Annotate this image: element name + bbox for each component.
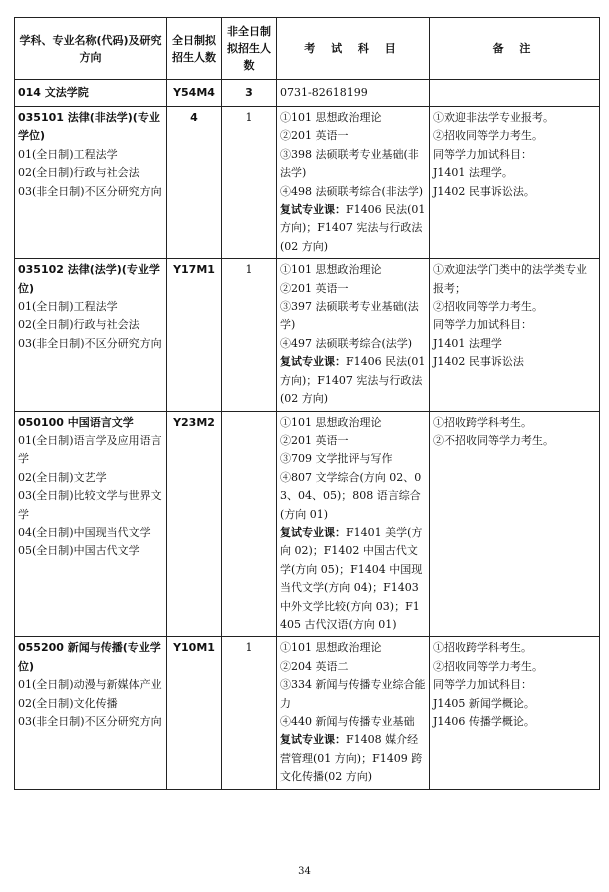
notes-cell [430, 411, 600, 637]
exam-item: ④440 新闻与传播专业基础 [280, 715, 415, 728]
school-parttime: 3 [222, 80, 277, 107]
notes-cell [430, 637, 600, 789]
admissions-table [14, 17, 600, 790]
program-title: 035101 法律(非法学)(专业学位) [18, 111, 160, 143]
school-name: 014 文法学院 [15, 80, 167, 107]
note-item: ②招收同等学力考生。 [433, 659, 543, 673]
header-parttime: 非全日制拟招生人数 [222, 18, 277, 80]
note-item: J1401 法理学。 [433, 166, 513, 180]
note-item: J1402 民事诉讼法。 [433, 184, 535, 198]
direction-item: 01(全日制)语言学及应用语言学 [18, 433, 162, 466]
program-row [15, 107, 600, 259]
school-code: Y54M4 [167, 80, 222, 107]
exam-item: ①101 思想政治理论 [280, 263, 382, 277]
school-phone: 0731-82618199 [277, 80, 430, 107]
note-item: J1401 法理学 [433, 336, 502, 350]
exam-cell [277, 259, 430, 411]
retest-text: F1408 媒介经营管理(01 方向)；F1409 跨文化传播(02 方向) [280, 733, 423, 784]
direction-item: 04(全日制)中国现当代文学 [18, 525, 151, 539]
exam-item: ①101 思想政治理论 [280, 415, 382, 429]
page-number: 34 [298, 866, 311, 877]
exam-cell [277, 637, 430, 789]
exam-item: ①101 思想政治理论 [280, 641, 382, 655]
note-item: ②招收同等学力考生。 [433, 300, 543, 314]
note-item: ②招收同等学力考生。 [433, 129, 543, 143]
notes-cell [430, 107, 600, 259]
exam-item: ②204 英语二 [280, 659, 349, 673]
notes-cell [430, 259, 600, 411]
direction-item: 02(全日制)文化传播 [18, 696, 118, 710]
note-item: ①欢迎法学门类中的法学类专业报考； [433, 263, 587, 295]
note-item: ①招收跨学科考生。 [433, 641, 532, 655]
retest-line [280, 201, 426, 256]
exam-cell [277, 411, 430, 637]
header-notes: 备 注 [430, 18, 600, 80]
direction-item: 01(全日制)工程法学 [18, 300, 118, 314]
retest-label: 复试专业课： [280, 733, 346, 747]
direction-item: 03(全日制)比较文学与世界文学 [18, 489, 162, 521]
direction-item: 01(全日制)动漫与新媒体产业 [18, 678, 162, 692]
fulltime-count: Y10M1 [167, 637, 222, 789]
parttime-count: 1 [222, 107, 277, 259]
exam-item: ④498 法硕联考综合(非法学) [280, 184, 424, 198]
exam-cell [277, 107, 430, 259]
parttime-count: 1 [222, 259, 277, 411]
retest-label: 复试专业课： [280, 203, 346, 217]
exam-item: ②201 英语一 [280, 433, 349, 447]
direction-item: 05(全日制)中国古代文学 [18, 544, 140, 558]
program-row [15, 411, 600, 637]
header-fulltime: 全日制拟招生人数 [167, 18, 222, 80]
program-title: 035102 法律(法学)(专业学位) [18, 263, 160, 295]
retest-line [280, 353, 426, 408]
note-item: 同等学力加试科目： [433, 678, 532, 692]
fulltime-count: Y17M1 [167, 259, 222, 411]
program-cell [15, 411, 167, 637]
exam-item: ②201 英语一 [280, 281, 349, 295]
direction-item: 03(非全日制)不区分研究方向 [18, 715, 162, 728]
exam-item: ③334 新闻与传播专业综合能力 [280, 678, 426, 710]
exam-item: ④807 文学综合(方向 02、03、04、05)；808 语言综合(方向 01) [280, 470, 422, 521]
direction-item: 02(全日制)行政与社会法 [18, 318, 140, 332]
program-cell [15, 637, 167, 789]
header-subject: 学科、专业名称(代码)及研究方向 [15, 18, 167, 80]
exam-item: ②201 英语一 [280, 129, 349, 143]
parttime-count [222, 411, 277, 637]
program-cell [15, 107, 167, 259]
direction-item: 03(非全日制)不区分研究方向 [18, 336, 162, 350]
retest-text: F1406 民法(01 方向)；F1407 宪法与行政法(02 方向) [280, 355, 426, 406]
header-row [15, 18, 600, 80]
school-row [15, 80, 600, 107]
program-title: 050100 中国语言文学 [18, 415, 134, 429]
exam-item: ③398 法硕联考专业基础(非法学) [280, 147, 419, 180]
note-item: ①欢迎非法学专业报考。 [433, 111, 554, 124]
direction-item: 02(全日制)文艺学 [18, 470, 107, 484]
note-item: J1405 新闻学概论。 [433, 696, 535, 710]
fulltime-count: Y23M2 [167, 411, 222, 637]
retest-text: F1406 民法(01 方向)；F1407 宪法与行政法(02 方向) [280, 203, 426, 253]
fulltime-count: 4 [167, 107, 222, 259]
program-cell [15, 259, 167, 411]
note-item: J1402 民事诉讼法 [433, 355, 524, 369]
program-row [15, 259, 600, 411]
school-notes [430, 80, 600, 107]
header-exam-subjects: 考 试 科 目 [277, 18, 430, 80]
parttime-count: 1 [222, 637, 277, 789]
direction-item: 03(非全日制)不区分研究方向 [18, 184, 162, 198]
exam-item: ③397 法硕联考专业基础(法学) [280, 300, 419, 332]
retest-text: F1401 美学(方向 02)；F1402 中国古代文学(方向 05)；F1404 中国现当代文学(方向 04)；F1403 中外文学比较(方向 03)；F1405 古代汉语(方向 01) [280, 525, 423, 631]
retest-label: 复试专业课： [280, 525, 346, 539]
note-item: 同等学力加试科目： [433, 147, 532, 161]
retest-line [280, 731, 426, 786]
retest-line [280, 524, 426, 634]
direction-item: 02(全日制)行政与社会法 [18, 166, 140, 180]
note-item: ②不招收同等学力考生。 [433, 433, 554, 447]
exam-item: ①101 思想政治理论 [280, 111, 382, 124]
exam-item: ③709 文学批评与写作 [280, 452, 393, 466]
note-item: J1406 传播学概论。 [433, 715, 535, 728]
exam-item: ④497 法硕联考综合(法学) [280, 336, 413, 350]
note-item: ①招收跨学科考生。 [433, 415, 532, 429]
note-item: 同等学力加试科目： [433, 318, 532, 332]
direction-item: 01(全日制)工程法学 [18, 147, 118, 161]
program-title: 055200 新闻与传播(专业学位) [18, 641, 161, 673]
retest-label: 复试专业课： [280, 355, 346, 369]
program-row [15, 637, 600, 789]
